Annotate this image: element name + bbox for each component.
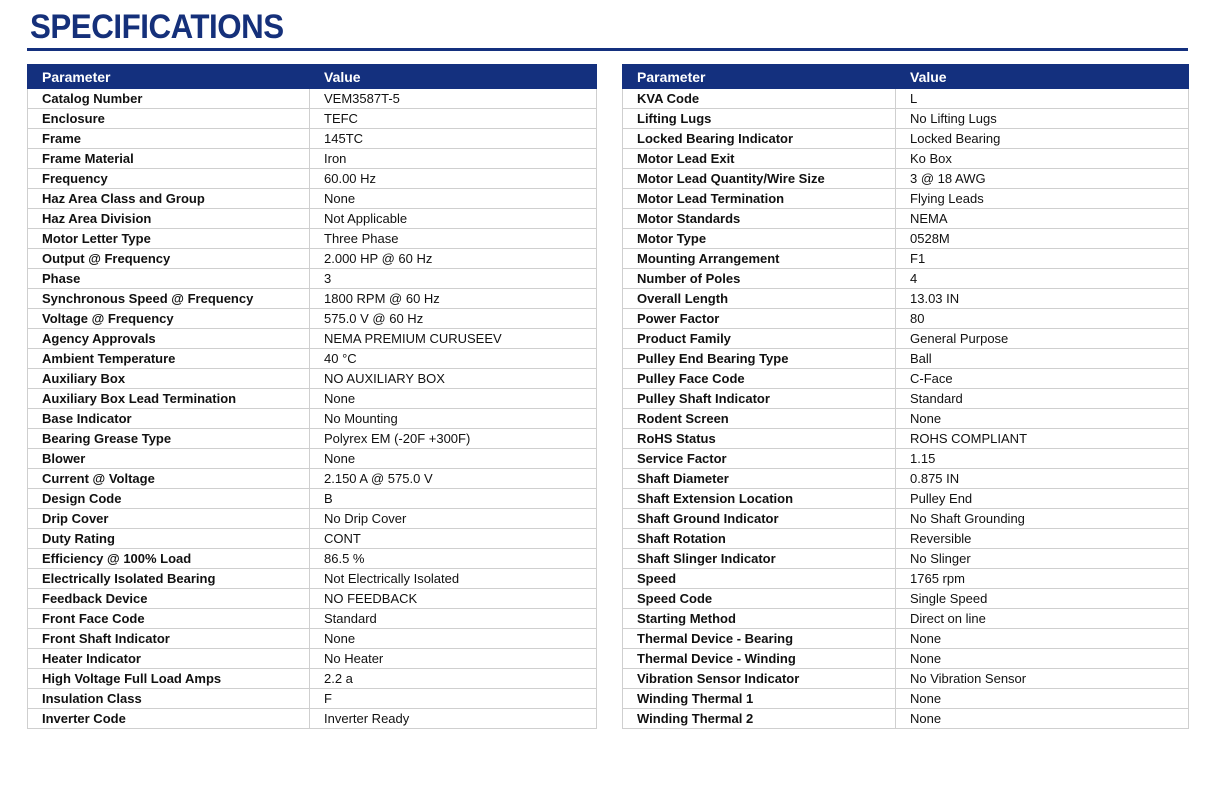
- table-header-row: [623, 65, 1189, 89]
- value-cell: No Mounting: [310, 409, 597, 429]
- table-row: [623, 289, 1189, 309]
- value-cell: NEMA PREMIUM CURUSEEV: [310, 329, 597, 349]
- table-row: [28, 489, 597, 509]
- parameter-cell: Current @ Voltage: [28, 469, 310, 489]
- table-row: [623, 529, 1189, 549]
- parameter-cell: Product Family: [623, 329, 896, 349]
- value-cell: Direct on line: [896, 609, 1189, 629]
- value-cell: Pulley End: [896, 489, 1189, 509]
- table-row: [623, 689, 1189, 709]
- table-row: [623, 249, 1189, 269]
- parameter-cell: Output @ Frequency: [28, 249, 310, 269]
- table-row: [28, 289, 597, 309]
- table-row: [623, 409, 1189, 429]
- parameter-cell: Power Factor: [623, 309, 896, 329]
- value-cell: Ko Box: [896, 149, 1189, 169]
- table-row: [623, 429, 1189, 449]
- parameter-cell: RoHS Status: [623, 429, 896, 449]
- value-cell: 2.150 A @ 575.0 V: [310, 469, 597, 489]
- parameter-cell: Heater Indicator: [28, 649, 310, 669]
- table-row: [28, 649, 597, 669]
- parameter-cell: Design Code: [28, 489, 310, 509]
- table-row: [623, 149, 1189, 169]
- parameter-cell: Haz Area Division: [28, 209, 310, 229]
- parameter-cell: Motor Type: [623, 229, 896, 249]
- value-cell: Single Speed: [896, 589, 1189, 609]
- value-cell: 4: [896, 269, 1189, 289]
- parameter-cell: Winding Thermal 2: [623, 709, 896, 729]
- value-cell: General Purpose: [896, 329, 1189, 349]
- parameter-cell: Shaft Rotation: [623, 529, 896, 549]
- table-row: [28, 329, 597, 349]
- parameter-cell: Overall Length: [623, 289, 896, 309]
- value-cell: 40 °C: [310, 349, 597, 369]
- table-row: [623, 229, 1189, 249]
- column-header-value: Value: [896, 65, 1189, 89]
- parameter-cell: Service Factor: [623, 449, 896, 469]
- parameter-cell: Frame: [28, 129, 310, 149]
- column-header-value: Value: [310, 65, 597, 89]
- parameter-cell: Pulley Shaft Indicator: [623, 389, 896, 409]
- table-row: [28, 469, 597, 489]
- value-cell: Standard: [896, 389, 1189, 409]
- table-row: [28, 549, 597, 569]
- value-cell: Polyrex EM (-20F +300F): [310, 429, 597, 449]
- parameter-cell: Auxiliary Box Lead Termination: [28, 389, 310, 409]
- parameter-cell: Agency Approvals: [28, 329, 310, 349]
- value-cell: 80: [896, 309, 1189, 329]
- parameter-cell: Voltage @ Frequency: [28, 309, 310, 329]
- table-row: [623, 389, 1189, 409]
- value-cell: 60.00 Hz: [310, 169, 597, 189]
- parameter-cell: KVA Code: [623, 89, 896, 109]
- table-row: [28, 369, 597, 389]
- table-row: [623, 309, 1189, 329]
- parameter-cell: Motor Standards: [623, 209, 896, 229]
- table-row: [623, 709, 1189, 729]
- parameter-cell: Pulley End Bearing Type: [623, 349, 896, 369]
- parameter-cell: Frequency: [28, 169, 310, 189]
- table-row: [623, 629, 1189, 649]
- value-cell: Locked Bearing: [896, 129, 1189, 149]
- value-cell: None: [896, 689, 1189, 709]
- value-cell: F: [310, 689, 597, 709]
- value-cell: 2.000 HP @ 60 Hz: [310, 249, 597, 269]
- parameter-cell: Front Face Code: [28, 609, 310, 629]
- parameter-cell: Mounting Arrangement: [623, 249, 896, 269]
- value-cell: NO AUXILIARY BOX: [310, 369, 597, 389]
- table-row: [623, 349, 1189, 369]
- value-cell: No Drip Cover: [310, 509, 597, 529]
- value-cell: 1765 rpm: [896, 569, 1189, 589]
- value-cell: ROHS COMPLIANT: [896, 429, 1189, 449]
- value-cell: F1: [896, 249, 1189, 269]
- table-row: [623, 169, 1189, 189]
- table-row: [623, 589, 1189, 609]
- parameter-cell: Auxiliary Box: [28, 369, 310, 389]
- table-row: [28, 209, 597, 229]
- table-row: [28, 569, 597, 589]
- parameter-cell: Pulley Face Code: [623, 369, 896, 389]
- table-row: [623, 669, 1189, 689]
- value-cell: C-Face: [896, 369, 1189, 389]
- table-row: [623, 89, 1189, 109]
- parameter-cell: Thermal Device - Bearing: [623, 629, 896, 649]
- table-row: [623, 189, 1189, 209]
- table-row: [28, 629, 597, 649]
- parameter-cell: Haz Area Class and Group: [28, 189, 310, 209]
- value-cell: No Heater: [310, 649, 597, 669]
- parameter-cell: Electrically Isolated Bearing: [28, 569, 310, 589]
- value-cell: 86.5 %: [310, 549, 597, 569]
- table-row: [28, 249, 597, 269]
- table-row: [623, 509, 1189, 529]
- table-row: [28, 109, 597, 129]
- value-cell: None: [310, 189, 597, 209]
- value-cell: Standard: [310, 609, 597, 629]
- table-row: [28, 509, 597, 529]
- table-row: [28, 89, 597, 109]
- table-row: [623, 449, 1189, 469]
- value-cell: 13.03 IN: [896, 289, 1189, 309]
- spec-table-right: [622, 64, 1189, 729]
- value-cell: 3: [310, 269, 597, 289]
- parameter-cell: Frame Material: [28, 149, 310, 169]
- table-row: [623, 469, 1189, 489]
- table-row: [28, 349, 597, 369]
- table-row: [28, 409, 597, 429]
- table-row: [623, 489, 1189, 509]
- parameter-cell: Duty Rating: [28, 529, 310, 549]
- value-cell: Inverter Ready: [310, 709, 597, 729]
- value-cell: 0528M: [896, 229, 1189, 249]
- value-cell: L: [896, 89, 1189, 109]
- parameter-cell: Vibration Sensor Indicator: [623, 669, 896, 689]
- table-header-row: [28, 65, 597, 89]
- parameter-cell: Phase: [28, 269, 310, 289]
- parameter-cell: Rodent Screen: [623, 409, 896, 429]
- parameter-cell: Front Shaft Indicator: [28, 629, 310, 649]
- value-cell: No Vibration Sensor: [896, 669, 1189, 689]
- parameter-cell: Motor Letter Type: [28, 229, 310, 249]
- parameter-cell: Winding Thermal 1: [623, 689, 896, 709]
- value-cell: Iron: [310, 149, 597, 169]
- table-row: [28, 149, 597, 169]
- spec-table-left: [27, 64, 597, 729]
- table-row: [623, 369, 1189, 389]
- table-row: [623, 569, 1189, 589]
- table-row: [28, 309, 597, 329]
- value-cell: None: [896, 409, 1189, 429]
- title-divider: [27, 48, 1188, 51]
- table-row: [623, 549, 1189, 569]
- value-cell: 0.875 IN: [896, 469, 1189, 489]
- value-cell: 145TC: [310, 129, 597, 149]
- table-row: [623, 209, 1189, 229]
- parameter-cell: Motor Lead Quantity/Wire Size: [623, 169, 896, 189]
- value-cell: TEFC: [310, 109, 597, 129]
- value-cell: 1800 RPM @ 60 Hz: [310, 289, 597, 309]
- value-cell: 575.0 V @ 60 Hz: [310, 309, 597, 329]
- parameter-cell: Ambient Temperature: [28, 349, 310, 369]
- value-cell: VEM3587T-5: [310, 89, 597, 109]
- table-row: [28, 389, 597, 409]
- parameter-cell: Speed Code: [623, 589, 896, 609]
- value-cell: None: [310, 449, 597, 469]
- parameter-cell: Enclosure: [28, 109, 310, 129]
- value-cell: Not Applicable: [310, 209, 597, 229]
- table-row: [28, 449, 597, 469]
- parameter-cell: Efficiency @ 100% Load: [28, 549, 310, 569]
- parameter-cell: Speed: [623, 569, 896, 589]
- table-row: [623, 129, 1189, 149]
- parameter-cell: Synchronous Speed @ Frequency: [28, 289, 310, 309]
- table-row: [28, 529, 597, 549]
- parameter-cell: Thermal Device - Winding: [623, 649, 896, 669]
- table-row: [623, 649, 1189, 669]
- value-cell: NO FEEDBACK: [310, 589, 597, 609]
- value-cell: B: [310, 489, 597, 509]
- parameter-cell: Motor Lead Exit: [623, 149, 896, 169]
- parameter-cell: Lifting Lugs: [623, 109, 896, 129]
- table-row: [28, 589, 597, 609]
- parameter-cell: Number of Poles: [623, 269, 896, 289]
- parameter-cell: High Voltage Full Load Amps: [28, 669, 310, 689]
- table-row: [623, 269, 1189, 289]
- value-cell: No Slinger: [896, 549, 1189, 569]
- value-cell: None: [310, 629, 597, 649]
- value-cell: Ball: [896, 349, 1189, 369]
- column-header-parameter: Parameter: [623, 65, 896, 89]
- value-cell: Flying Leads: [896, 189, 1189, 209]
- value-cell: Reversible: [896, 529, 1189, 549]
- value-cell: No Lifting Lugs: [896, 109, 1189, 129]
- value-cell: NEMA: [896, 209, 1189, 229]
- parameter-cell: Shaft Slinger Indicator: [623, 549, 896, 569]
- value-cell: No Shaft Grounding: [896, 509, 1189, 529]
- table-row: [623, 329, 1189, 349]
- table-row: [28, 129, 597, 149]
- value-cell: CONT: [310, 529, 597, 549]
- table-row: [28, 169, 597, 189]
- parameter-cell: Motor Lead Termination: [623, 189, 896, 209]
- parameter-cell: Locked Bearing Indicator: [623, 129, 896, 149]
- value-cell: 3 @ 18 AWG: [896, 169, 1189, 189]
- value-cell: None: [896, 629, 1189, 649]
- parameter-cell: Blower: [28, 449, 310, 469]
- table-row: [28, 669, 597, 689]
- table-row: [28, 689, 597, 709]
- parameter-cell: Inverter Code: [28, 709, 310, 729]
- parameter-cell: Feedback Device: [28, 589, 310, 609]
- value-cell: None: [310, 389, 597, 409]
- parameter-cell: Bearing Grease Type: [28, 429, 310, 449]
- value-cell: Three Phase: [310, 229, 597, 249]
- table-row: [28, 709, 597, 729]
- parameter-cell: Starting Method: [623, 609, 896, 629]
- table-row: [623, 609, 1189, 629]
- parameter-cell: Shaft Extension Location: [623, 489, 896, 509]
- parameter-cell: Drip Cover: [28, 509, 310, 529]
- value-cell: 1.15: [896, 449, 1189, 469]
- table-row: [28, 269, 597, 289]
- column-header-parameter: Parameter: [28, 65, 310, 89]
- parameter-cell: Shaft Diameter: [623, 469, 896, 489]
- parameter-cell: Catalog Number: [28, 89, 310, 109]
- table-row: [623, 109, 1189, 129]
- table-row: [28, 429, 597, 449]
- value-cell: None: [896, 709, 1189, 729]
- value-cell: Not Electrically Isolated: [310, 569, 597, 589]
- parameter-cell: Base Indicator: [28, 409, 310, 429]
- value-cell: 2.2 a: [310, 669, 597, 689]
- page-title: SPECIFICATIONS: [30, 8, 284, 46]
- parameter-cell: Shaft Ground Indicator: [623, 509, 896, 529]
- parameter-cell: Insulation Class: [28, 689, 310, 709]
- table-row: [28, 609, 597, 629]
- table-row: [28, 189, 597, 209]
- table-row: [28, 229, 597, 249]
- value-cell: None: [896, 649, 1189, 669]
